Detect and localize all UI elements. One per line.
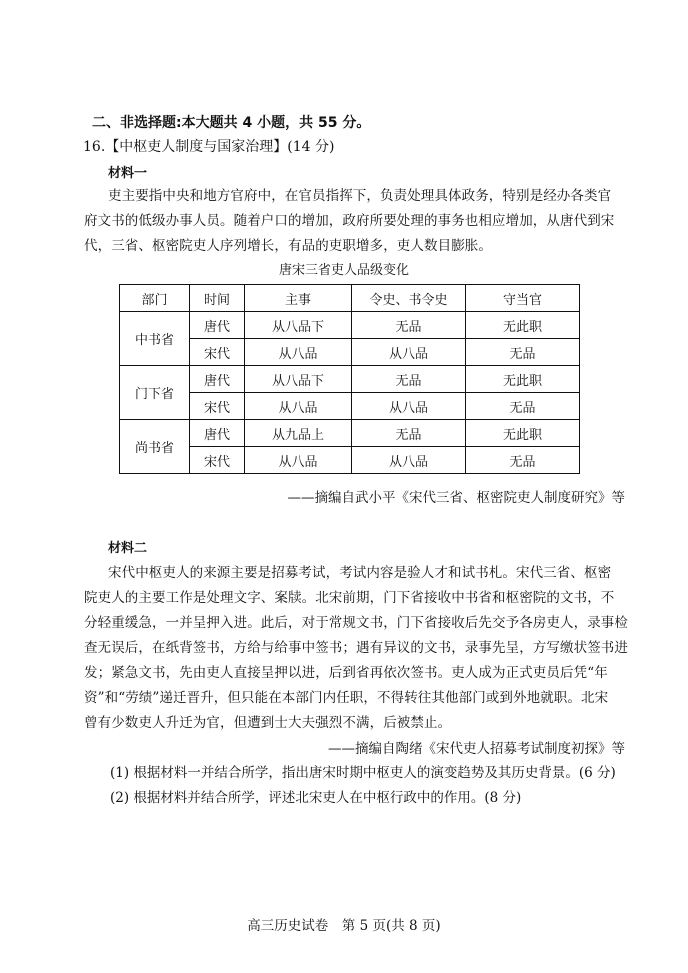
material-1-line: 府文书的低级办事人员。随着户口的增加，政府所要处理的事务也相应增加，从唐代到宋 [84,213,615,229]
material-2-line: 曾有少数吏人升迁为官，但遭到士大夫强烈不满，后被禁止。 [84,715,452,731]
material-2-label: 材料二 [108,541,148,556]
material-2-line: 宋代中枢吏人的来源主要是招募考试，考试内容是验人才和试书札。宋代三省、枢密 [108,565,612,581]
table-cell: 无此职 [466,420,580,447]
table-cell: 从八品 [352,339,466,366]
question-score: (14 分) [287,139,335,155]
table-row [120,312,580,339]
table-cell: 从八品 [245,393,352,420]
table-header-row [120,285,580,312]
table-cell: 无品 [466,339,580,366]
question-number: 16. [83,139,106,155]
table-header: 守当官 [466,285,580,312]
sub-question-1: (1) 根据材料一并结合所学，指出唐宋时期中枢吏人的演变趋势及其历史背景。(6 分) [110,765,616,781]
question-16-header [83,136,334,156]
material-2-line: 资”和“劳绩”递迁晋升，但只能在本部门内任职，不得转往其他部门或到外地就职。北宋 [84,690,609,706]
table-header: 主事 [245,285,352,312]
table-header: 时间 [190,285,245,312]
material-2-source: ——摘编自陶绪《宋代吏人招募考试制度初探》等 [328,741,625,757]
material-2-line: 分轻重缓急，一并呈押入进。此后，对于常规文书，门下省接收后先交予各房吏人，录事检 [84,615,628,631]
page-footer: 高三历史试卷 第 5 页(共 8 页) [247,918,441,934]
table-cell: 无品 [352,312,466,339]
material-1-source: ——摘编自武小平《宋代三省、枢密院吏人制度研究》等 [287,490,625,506]
rank-table [119,284,580,474]
table-cell: 宋代 [190,339,245,366]
table-cell: 从八品下 [245,312,352,339]
material-1-line: 吏主要指中央和地方官府中，在官员指挥下，负责处理具体政务，特别是经办各类官 [108,188,612,204]
dept-cell: 门下省 [120,366,190,420]
table-cell: 无品 [352,420,466,447]
table-caption: 唐宋三省吏人品级变化 [278,263,409,278]
table-row [120,420,580,447]
table-cell: 宋代 [190,393,245,420]
dept-cell: 中书省 [120,312,190,366]
table-cell: 唐代 [190,420,245,447]
table-cell: 无此职 [466,366,580,393]
table-cell: 从八品下 [245,366,352,393]
table-cell: 从九品上 [245,420,352,447]
table-header: 令史、书令史 [352,285,466,312]
table-cell: 唐代 [190,312,245,339]
table-cell: 无品 [352,366,466,393]
dept-cell: 尚书省 [120,420,190,474]
table-cell: 无品 [466,393,580,420]
section-heading: 二、非选择题:本大题共 4 小题，共 55 分。 [92,115,371,131]
table-header: 部门 [120,285,190,312]
material-2-line: 查无误后，在纸背签书，方给与给事中签书；遇有异议的文书，录事先呈，方写缴状签书进 [84,640,628,656]
material-1-label: 材料一 [108,166,148,181]
table-cell: 宋代 [190,447,245,474]
table-row [120,366,580,393]
material-2-line: 发；紧急文书，先由吏人直接呈押以进，后到省再依次签书。吏人成为正式吏员后凭“年 [84,665,608,681]
table-cell: 从八品 [352,393,466,420]
table-cell: 从八品 [352,447,466,474]
table-cell: 无此职 [466,312,580,339]
material-2-line: 院吏人的主要工作是处理文字、案牍。北宋前期，门下省接收中书省和枢密院的文书，不 [84,590,615,606]
table-cell: 无品 [466,447,580,474]
table-cell: 唐代 [190,366,245,393]
question-title: 【中枢吏人制度与国家治理】 [105,139,288,155]
material-1-line: 代，三省、枢密院吏人序列增长，有品的吏职增多，吏人数目膨胀。 [84,238,492,254]
table-cell: 从八品 [245,447,352,474]
table-cell: 从八品 [245,339,352,366]
sub-question-2: (2) 根据材料并结合所学，评述北宋吏人在中枢行政中的作用。(8 分) [110,790,522,806]
